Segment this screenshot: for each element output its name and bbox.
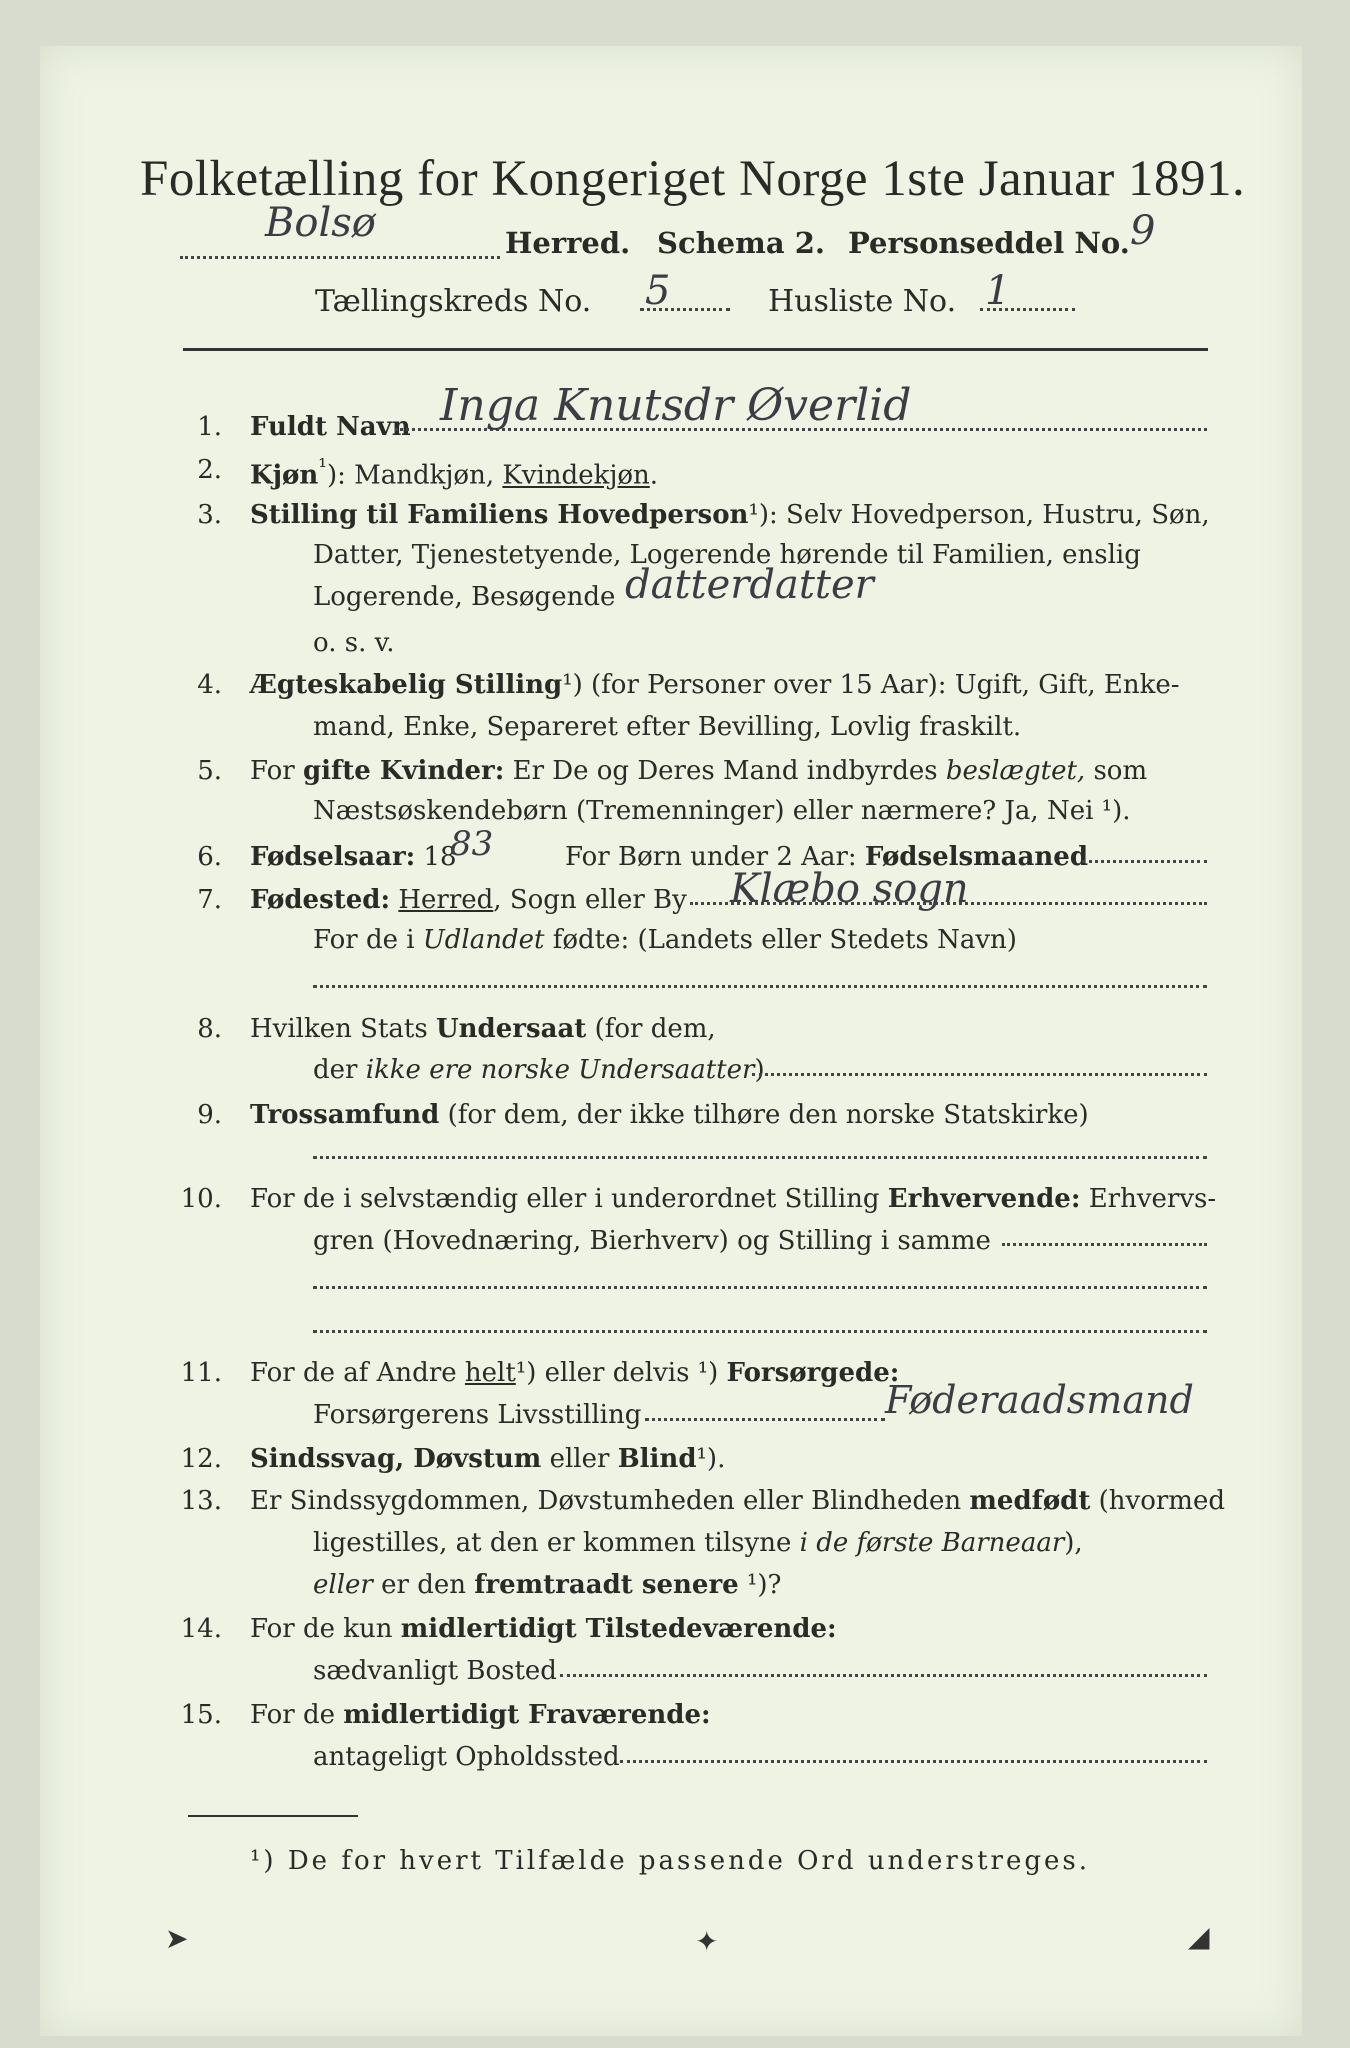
item-7-text: , Sogn eller By bbox=[493, 885, 687, 915]
item-15-dotted-line bbox=[620, 1760, 1207, 1763]
item-5-pre: For bbox=[250, 756, 303, 786]
item-10-line1b: Erhvervs- bbox=[1080, 1184, 1217, 1214]
herred-handwritten: Bolsø bbox=[265, 200, 376, 246]
item-14-number: 14. bbox=[180, 1614, 222, 1644]
item-9-line bbox=[250, 1100, 1089, 1130]
corner-mark-right: ◢ bbox=[1188, 1920, 1210, 1953]
item-7-line-2 bbox=[313, 925, 1017, 955]
item-4-line-2: mand, Enke, Separeret efter Bevilling, Lovlig fraskilt. bbox=[313, 712, 1022, 742]
item-14-pre: For de kun bbox=[250, 1614, 401, 1644]
footnote-rule bbox=[188, 1815, 358, 1817]
item-8-number: 8. bbox=[197, 1014, 222, 1044]
item-8-line1b: (for dem, bbox=[586, 1014, 716, 1044]
item-7-handwritten: Klæbo sogn bbox=[730, 866, 969, 912]
item-8-line2a: der bbox=[313, 1055, 366, 1085]
corner-mark-center: ✦ bbox=[695, 1925, 719, 1958]
item-7-number: 7. bbox=[197, 885, 222, 915]
item-11-underlined: helt bbox=[464, 1358, 516, 1388]
item-3-line-3: Logerende, Besøgende bbox=[313, 582, 616, 612]
item-7-label: Fødested: bbox=[250, 885, 391, 915]
item-15-number: 15. bbox=[180, 1700, 222, 1730]
item-13-label: medfødt bbox=[969, 1486, 1091, 1516]
item-10-number: 10. bbox=[180, 1184, 222, 1214]
item-8-line2i: ikke ere norske Undersaatter bbox=[365, 1055, 755, 1085]
tellingskreds-handwritten: 5 bbox=[645, 268, 671, 314]
personseddel-label: Personseddel No. bbox=[848, 226, 1130, 260]
husliste-dotted-line bbox=[980, 308, 1075, 311]
item-5-italic: beslægtet, bbox=[945, 756, 1086, 786]
item-7-line2i: Udlandet bbox=[422, 925, 545, 955]
item-11-number: 11. bbox=[180, 1358, 222, 1388]
item-14-line-1 bbox=[250, 1614, 837, 1644]
item-6-label2: Fødselsmaaned bbox=[864, 842, 1089, 872]
item-15-pre: For de bbox=[250, 1700, 344, 1730]
item-5-line1a: Er De og Deres Mand indbyrdes bbox=[504, 756, 946, 786]
item-13-line-3 bbox=[313, 1570, 781, 1600]
item-11-line-2: Forsørgerens Livsstilling bbox=[313, 1400, 642, 1430]
item-3-number: 3. bbox=[197, 500, 222, 530]
item-11-line1a: For de af Andre bbox=[250, 1358, 465, 1388]
item-10-dotted-line bbox=[1002, 1243, 1207, 1246]
item-14-label: midlertidigt Tilstedeværende: bbox=[400, 1614, 837, 1644]
item-7-line2a: For de i bbox=[313, 925, 423, 955]
item-3-line-4: o. s. v. bbox=[313, 628, 395, 658]
herred-label: Herred. bbox=[505, 226, 631, 260]
item-12-tail: ¹). bbox=[696, 1444, 726, 1474]
item-3-handwritten: datterdatter bbox=[625, 562, 874, 608]
item-7-line2b: fødte: (Landets eller Stedets Navn) bbox=[544, 925, 1017, 955]
item-9-text: (for dem, der ikke tilhøre den norske Statskirke) bbox=[439, 1100, 1089, 1130]
item-5-line-2: Næstsøskendebørn (Tremenninger) eller nærmere? Ja, Nei ¹). bbox=[313, 796, 1131, 826]
item-10-dotted-line-3 bbox=[313, 1330, 1207, 1333]
item-5-line-1 bbox=[250, 756, 1147, 786]
personseddel-handwritten: 9 bbox=[1130, 208, 1156, 254]
item-1-label: Fuldt Navn bbox=[250, 412, 411, 442]
item-12-label2: Blind bbox=[617, 1444, 697, 1474]
item-14-dotted-line bbox=[560, 1674, 1207, 1677]
item-11-label: Forsørgede: bbox=[726, 1358, 900, 1388]
item-4-number: 4. bbox=[197, 670, 222, 700]
item-13-line3b: ¹)? bbox=[738, 1570, 782, 1600]
item-13-label2: fremtraadt senere bbox=[474, 1570, 739, 1600]
item-2-tail: . bbox=[649, 460, 659, 491]
item-1-handwritten-name: Inga Knutsdr Øverlid bbox=[440, 380, 912, 431]
item-2-text bbox=[250, 455, 658, 491]
item-12-number: 12. bbox=[180, 1444, 222, 1474]
item-6-year-prefix: 18 bbox=[415, 842, 457, 872]
item-13-line2b: ), bbox=[1064, 1528, 1083, 1558]
item-10-line-2: gren (Hovednæring, Bierhverv) og Stilling i samme bbox=[313, 1226, 991, 1256]
item-6-line bbox=[250, 842, 457, 872]
item-13-line1a: Er Sindssygdommen, Døvstumheden eller Blindheden bbox=[250, 1486, 970, 1516]
item-8-line-1 bbox=[250, 1014, 716, 1044]
item-6-number: 6. bbox=[197, 842, 222, 872]
item-11-line-1 bbox=[250, 1358, 899, 1388]
item-7-line-1 bbox=[250, 885, 687, 915]
item-13-line-2 bbox=[313, 1528, 1083, 1558]
item-1-number: 1. bbox=[197, 412, 222, 442]
footnote: ¹) De for hvert Tilfælde passende Ord understreges. bbox=[250, 1846, 1091, 1876]
item-4-line1-text: ¹) (for Personer over 15 Aar): Ugift, Gift, Enke- bbox=[562, 670, 1180, 700]
item-3-line-2: Datter, Tjenestetyende, Logerende hørende til Familien, enslig bbox=[313, 540, 1141, 570]
item-9-dotted-line bbox=[313, 1156, 1207, 1159]
item-13-line2a: ligestilles, at den er kommen tilsyne bbox=[313, 1528, 800, 1558]
item-2-sup: ¹ bbox=[318, 455, 327, 480]
item-10-dotted-line-2 bbox=[313, 1286, 1207, 1289]
item-9-label: Trossamfund bbox=[250, 1100, 440, 1130]
item-7-underlined: Herred bbox=[398, 885, 494, 915]
item-13-line3i: eller bbox=[313, 1570, 373, 1600]
item-3-label: Stilling til Familiens Hovedperson bbox=[250, 500, 749, 530]
item-10-line-1 bbox=[250, 1184, 1216, 1214]
item-11-handwritten: Føderaadsmand bbox=[885, 1378, 1194, 1422]
item-9-number: 9. bbox=[197, 1100, 222, 1130]
husliste-label: Husliste No. bbox=[768, 284, 957, 319]
item-8-line-2 bbox=[313, 1055, 765, 1085]
header-divider bbox=[183, 348, 1208, 351]
item-15-line-1 bbox=[250, 1700, 711, 1730]
item-12-text: eller bbox=[541, 1444, 618, 1474]
item-11-dotted-line bbox=[645, 1418, 885, 1421]
item-13-line2i: i de første Barneaar bbox=[799, 1528, 1065, 1558]
item-12-line bbox=[250, 1444, 725, 1474]
item-8-line2b: ) bbox=[754, 1055, 765, 1085]
schema-label: Schema 2. bbox=[657, 226, 825, 260]
item-8-label: Undersaat bbox=[435, 1014, 587, 1044]
herred-dotted-line bbox=[180, 256, 500, 259]
item-6-label: Fødselsaar: bbox=[250, 842, 416, 872]
item-4-line-1 bbox=[250, 670, 1180, 700]
item-15-label: midlertidigt Fraværende: bbox=[343, 1700, 711, 1730]
item-3-line-1 bbox=[250, 500, 1210, 530]
item-2-options: ): Mandkjøn, bbox=[326, 460, 503, 491]
item-14-line-2: sædvanligt Bosted bbox=[313, 1656, 557, 1686]
item-2-underlined: Kvindekjøn bbox=[502, 460, 650, 491]
item-12-label: Sindssvag, Døvstum bbox=[250, 1444, 542, 1474]
item-3-line1-text: ¹): Selv Hovedperson, Hustru, Søn, bbox=[748, 500, 1210, 530]
item-5-line1b: som bbox=[1085, 756, 1148, 786]
item-13-line-1 bbox=[250, 1486, 1225, 1516]
tellingskreds-dotted-line bbox=[640, 308, 730, 311]
item-5-number: 5. bbox=[197, 756, 222, 786]
item-13-number: 13. bbox=[180, 1486, 222, 1516]
item-2-label: Kjøn bbox=[250, 460, 319, 491]
item-11-line1b: ¹) eller delvis ¹) bbox=[515, 1358, 727, 1388]
tellingskreds-label: Tællingskreds No. bbox=[315, 284, 592, 319]
item-6-dotted-line bbox=[1082, 860, 1207, 863]
item-6-handwritten-year: 83 bbox=[450, 824, 494, 864]
item-2-number: 2. bbox=[197, 455, 222, 485]
item-8-dotted-line bbox=[752, 1073, 1207, 1076]
husliste-handwritten: 1 bbox=[985, 268, 1011, 314]
item-13-line1b: (hvormed bbox=[1090, 1486, 1225, 1516]
item-7-dotted-line-2 bbox=[313, 985, 1207, 988]
item-10-line1a: For de i selvstændig eller i underordnet Stilling bbox=[250, 1184, 888, 1214]
form-title: Folketælling for Kongeriget Norge 1ste Januar 1891. bbox=[140, 151, 1246, 207]
item-13-line3a: er den bbox=[372, 1570, 475, 1600]
item-10-label: Erhvervende: bbox=[887, 1184, 1081, 1214]
item-15-line-2: antageligt Opholdssted bbox=[313, 1742, 620, 1772]
corner-mark-left: ➤ bbox=[165, 1922, 189, 1955]
item-5-label: gifte Kvinder: bbox=[302, 756, 505, 786]
item-6-mid: For Børn under 2 Aar: bbox=[565, 842, 865, 872]
item-8-line1a: Hvilken Stats bbox=[250, 1014, 436, 1044]
item-4-label: Ægteskabelig Stilling bbox=[250, 670, 563, 700]
